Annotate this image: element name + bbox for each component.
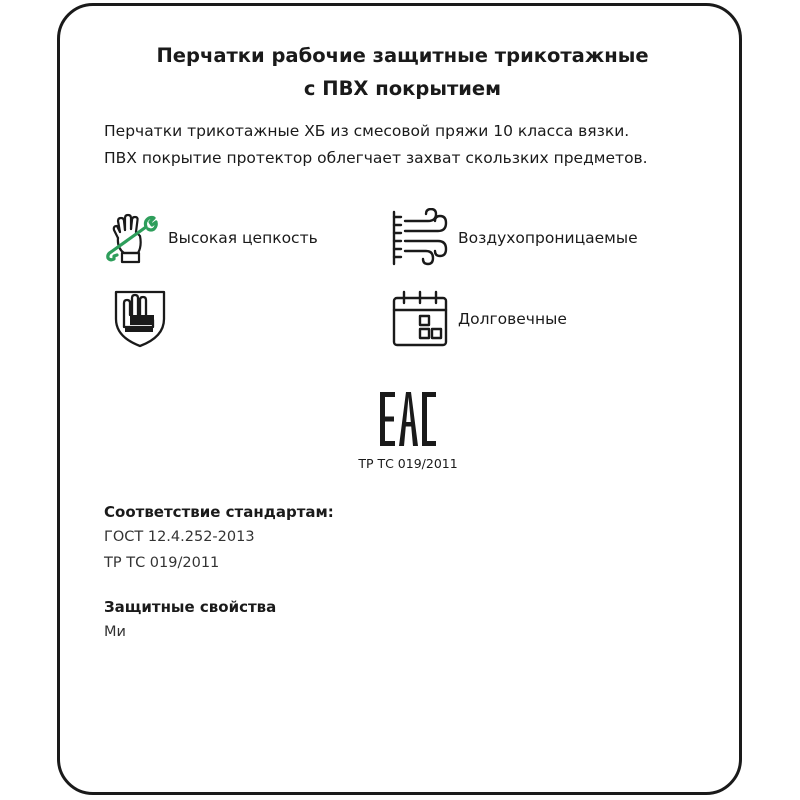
feature-high-grip: [102, 208, 318, 268]
standards-heading: Соответствие стандартам:: [104, 503, 334, 521]
feature-label-breathable: Воздухопроницаемые: [458, 229, 638, 247]
protection-heading: Защитные свойства: [104, 598, 277, 616]
title-line-1: Перчатки рабочие защитные трикотажные: [156, 44, 649, 67]
standards-section: [104, 500, 604, 576]
standards-item: ТР ТС 019/2011: [104, 555, 220, 571]
description-line-1: Перчатки трикотажные ХБ из смесовой пряжи 10 класса вязки.: [104, 122, 630, 140]
standards-item: ГОСТ 12.4.252-2013: [104, 529, 255, 545]
calendar-durability-icon: [390, 289, 450, 349]
feature-label-high-grip: Высокая цепкость: [168, 229, 318, 247]
product-card: [57, 3, 742, 795]
product-description: [104, 118, 724, 172]
grip-glove-wrench-icon: [102, 208, 162, 268]
feature-label-durable: Долговечные: [458, 310, 567, 328]
feature-breathable: [390, 208, 638, 268]
product-title: [60, 39, 745, 105]
feature-durable: [390, 289, 567, 349]
eac-certification-mark-icon: [378, 390, 438, 448]
protection-section: [104, 595, 604, 645]
protective-glove-shield-icon: [110, 289, 170, 349]
eac-certification-label: ТР ТС 019/2011: [358, 456, 458, 471]
feature-protective-standard: [110, 289, 170, 349]
title-line-2: с ПВХ покрытием: [303, 77, 502, 100]
protection-value: Ми: [104, 624, 126, 640]
description-line-2: ПВХ покрытие протектор облегчает захват скользких предметов.: [104, 149, 648, 167]
breathable-air-icon: [390, 208, 450, 268]
